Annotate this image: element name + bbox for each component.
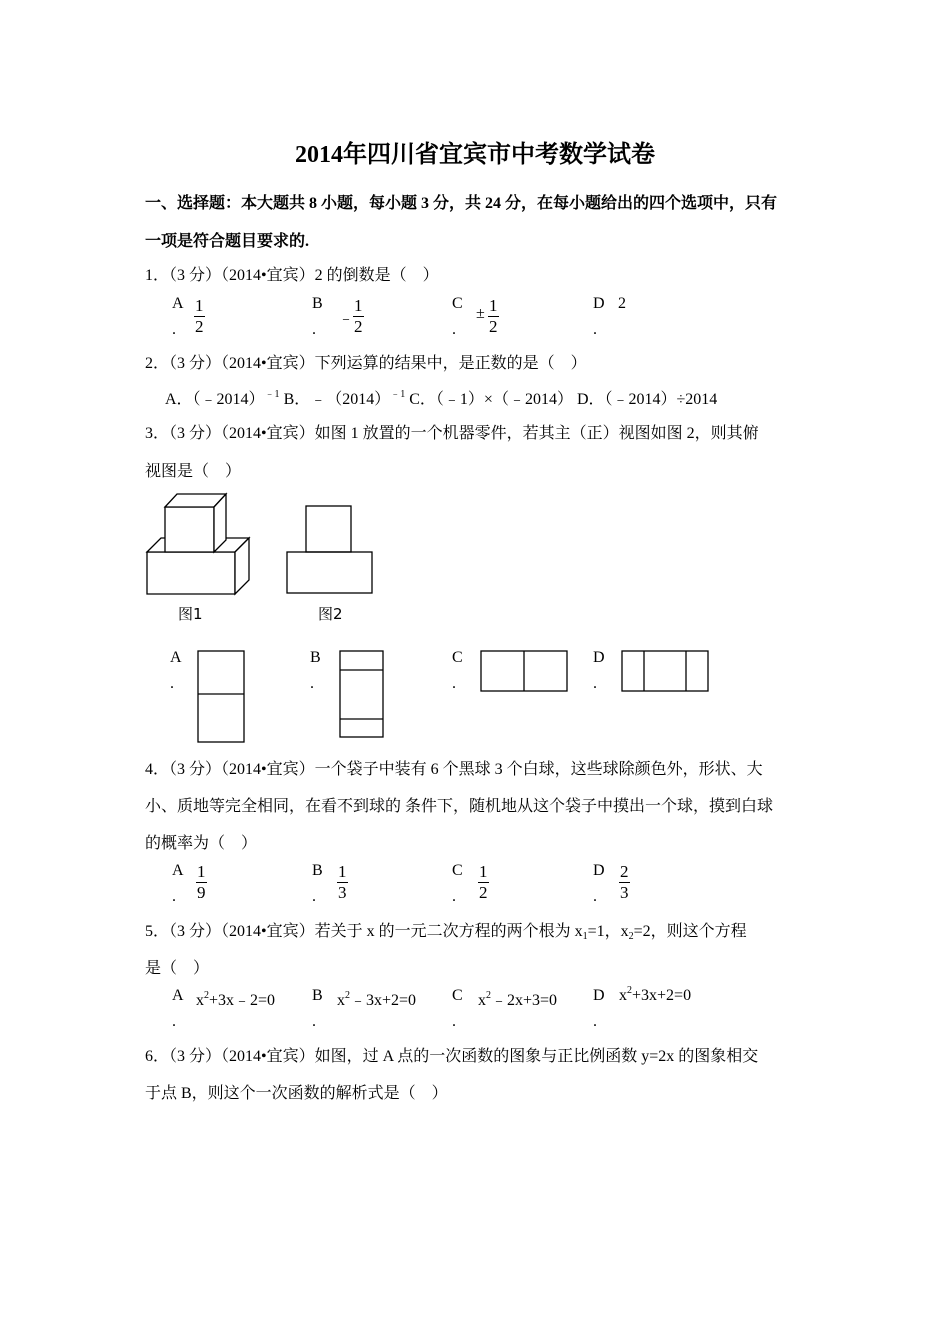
option-label: B [312,295,323,312]
q6-stem-line1: 6．（3 分）（2014•宜宾）如图，过 A 点的一次函数的图象与正比例函数 y=2x 的图象相交 [145,1048,759,1065]
option-dot: . [172,321,176,338]
fraction: $\frac{1}{3}$ [338,862,347,902]
q3-option-a-figure [196,649,246,744]
q3-option-b-label: B [310,649,321,666]
option-label: C [452,987,463,1004]
option-dot: . [170,675,174,692]
option-dot: . [312,321,316,338]
option-dot: . [310,675,314,692]
fraction: $\frac{1}{2}$ [195,296,204,336]
q3-option-c-figure [479,649,569,694]
q3-option-d-figure [620,649,712,694]
option-dot: . [452,888,456,905]
option-text: $x^2+3x﹣2=0$ [196,990,276,1009]
q6-stem-line2: 于点 B，则这个一次函数的解析式是（ ） [145,1085,448,1102]
q2-options: A．（﹣2014）$^{﹣1}$ B．$﹣(2014)^{﹣1}$ C．（﹣1）×（﹣2014） D．（﹣2014）÷2014 [165,389,718,408]
option-dot: . [593,321,597,338]
q5-stem-line1: 5．（3 分）（2014•宜宾）若关于 x 的一元二次方程的两个根为 $x_1=1$，$x_2=2$，则这个方程 [145,923,747,942]
option-text: $x^2﹣2x+3=0$ [478,990,558,1009]
q3-option-b-figure [338,649,386,739]
plus-minus-sign: ± [476,305,485,322]
option-dot: . [593,1013,597,1030]
option-label: B [312,987,323,1004]
option-text: $x^2﹣3x+2=0$ [337,990,417,1009]
q1-stem: 1．（3 分）（2014•宜宾）2 的倒数是（ ） [145,267,439,284]
section-heading-line1: 一、选择题：本大题共 8 小题，每小题 3 分，共 24 分，在每小题给出的四个选项中，只有 [145,195,778,212]
q4-stem-line1: 4．（3 分）（2014•宜宾）一个袋子中装有 6 个黑球 3 个白球，这些球除颜色外，形状、大 [145,761,763,778]
option-label: D [593,295,605,312]
figure2-caption: 图2 [318,605,343,623]
q2-stem: 2．（3 分）（2014•宜宾）下列运算的结果中，是正数的是（ ） [145,355,587,372]
option-dot: . [452,1013,456,1030]
figure1-machine-part [140,488,255,600]
option-dot: . [452,321,456,338]
fraction: $\frac{1}{2}$ [354,296,363,336]
fraction: $\frac{1}{2}$ [479,862,488,902]
option-label: B [312,862,323,879]
page-title: 2014年四川省宜宾市中考数学试卷 [295,142,655,168]
option-dot: . [452,675,456,692]
q3-option-d-label: D [593,649,605,666]
fraction: $\frac{1}{2}$ [489,296,498,336]
option-dot: . [172,1013,176,1030]
fraction: $\frac{2}{3}$ [620,862,629,902]
option-label: C [452,295,463,312]
q4-stem-line3: 的概率为（ ） [145,835,258,852]
option-label: D [593,987,605,1004]
q4-stem-line2: 小、质地等完全相同，在看不到球的 条件下，随机地从这个袋子中摸出一个球，摸到白球 [145,798,774,815]
option-label: A [172,862,184,879]
option-dot: . [593,675,597,692]
option-dot: . [312,888,316,905]
section-heading-line2: 一项是符合题目要求的. [145,233,310,250]
option-text: 2 [618,295,626,312]
q3-option-c-label: C [452,649,463,666]
option-label: D [593,862,605,879]
q3-option-a-label: A [170,649,182,666]
option-label: C [452,862,463,879]
option-text: $x^2+3x+2=0$ [619,985,692,1004]
option-dot: . [312,1013,316,1030]
figure1-caption: 图1 [178,605,203,623]
q3-stem-line2: 视图是（ ） [145,463,242,480]
option-dot: . [593,888,597,905]
option-dot: . [172,888,176,905]
option-label: A [172,987,184,1004]
q5-stem-line2: 是（ ） [145,960,210,977]
figure2-front-view [284,504,376,596]
option-label: A [172,295,184,312]
q3-stem-line1: 3．（3 分）（2014•宜宾）如图 1 放置的一个机器零件，若其主（正）视图如图 2，则其俯 [145,425,759,442]
fraction: $\frac{1}{9}$ [197,862,206,902]
minus-sign: ﹣ [338,310,355,327]
